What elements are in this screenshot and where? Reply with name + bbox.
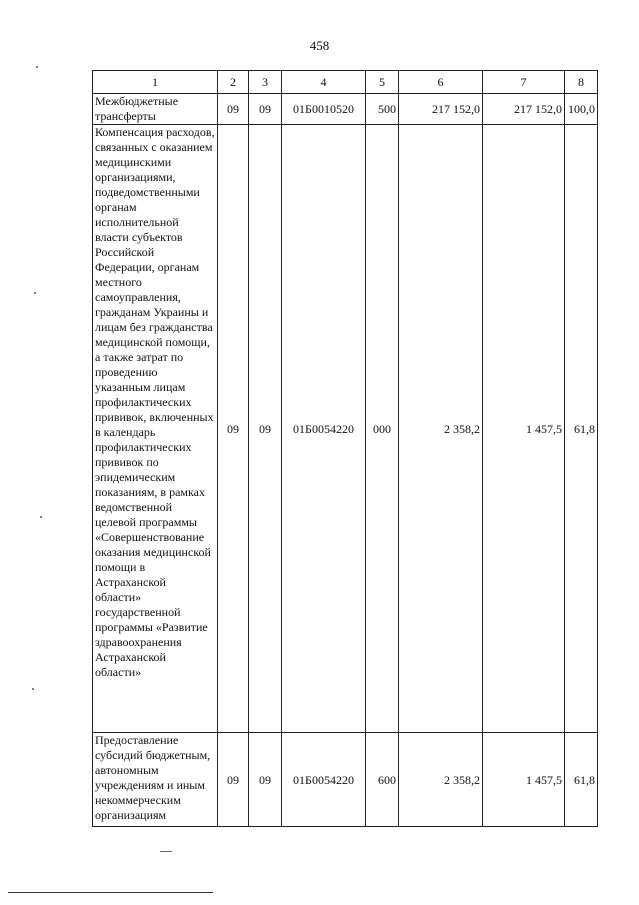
subsection-code: 09: [249, 733, 282, 827]
column-header-1: 1: [93, 71, 218, 94]
scan-dash: [160, 851, 172, 852]
expense-type-code: 600: [366, 733, 399, 827]
row-description: Компенсация расходов, связанных с оказанием медицинскими организациями, подведомственными органам исполнительной власти субъектов Российской Федерации, органам местного самоуправления, гражданам Украины и лицам без гражданства медицинской помощи, а также затрат по проведению указанным лицам профилактических прививок, включенных в календарь профилактических прививок по эпидемическим показаниям, в рамках ведомственной целевой программы «Совершенствование оказания медицинской помощи в Астраханской области» государственной программы «Развитие здравоохранения Астраханской области»: [93, 125, 218, 733]
column-header-8: 8: [565, 71, 598, 94]
actual-amount: 217 152,0: [483, 94, 565, 125]
column-header-3: 3: [249, 71, 282, 94]
execution-percent: 61,8: [565, 125, 598, 733]
planned-amount: 217 152,0: [399, 94, 483, 125]
expense-type-code: 000: [366, 125, 399, 733]
table-header-row: [93, 71, 598, 94]
execution-percent: 61,8: [565, 733, 598, 827]
scan-speck: [32, 688, 34, 690]
actual-amount: 1 457,5: [483, 125, 565, 733]
section-code: 09: [218, 733, 249, 827]
execution-percent: 100,0: [565, 94, 598, 125]
target-article-code: 01Б0054220: [282, 733, 366, 827]
column-header-4: 4: [282, 71, 366, 94]
scan-speck: [34, 292, 36, 294]
scan-speck: [36, 66, 38, 68]
table-row: [93, 125, 598, 733]
expense-type-code: 500: [366, 94, 399, 125]
column-header-6: 6: [399, 71, 483, 94]
subsection-code: 09: [249, 125, 282, 733]
section-code: 09: [218, 94, 249, 125]
row-description: Межбюджетные трансферты: [93, 94, 218, 125]
section-code: 09: [218, 125, 249, 733]
footer-rule: [8, 892, 213, 893]
actual-amount: 1 457,5: [483, 733, 565, 827]
column-header-2: 2: [218, 71, 249, 94]
target-article-code: 01Б0010520: [282, 94, 366, 125]
column-header-5: 5: [366, 71, 399, 94]
table-row: [93, 94, 598, 125]
planned-amount: 2 358,2: [399, 733, 483, 827]
budget-table: [92, 70, 598, 827]
column-header-7: 7: [483, 71, 565, 94]
target-article-code: 01Б0054220: [282, 125, 366, 733]
subsection-code: 09: [249, 94, 282, 125]
planned-amount: 2 358,2: [399, 125, 483, 733]
table-row: [93, 733, 598, 827]
page-number: 458: [309, 38, 330, 53]
row-description: Предоставление субсидий бюджетным, автономным учреждениям и иным некоммерческим организациям: [93, 733, 218, 827]
scan-speck: [40, 516, 42, 518]
